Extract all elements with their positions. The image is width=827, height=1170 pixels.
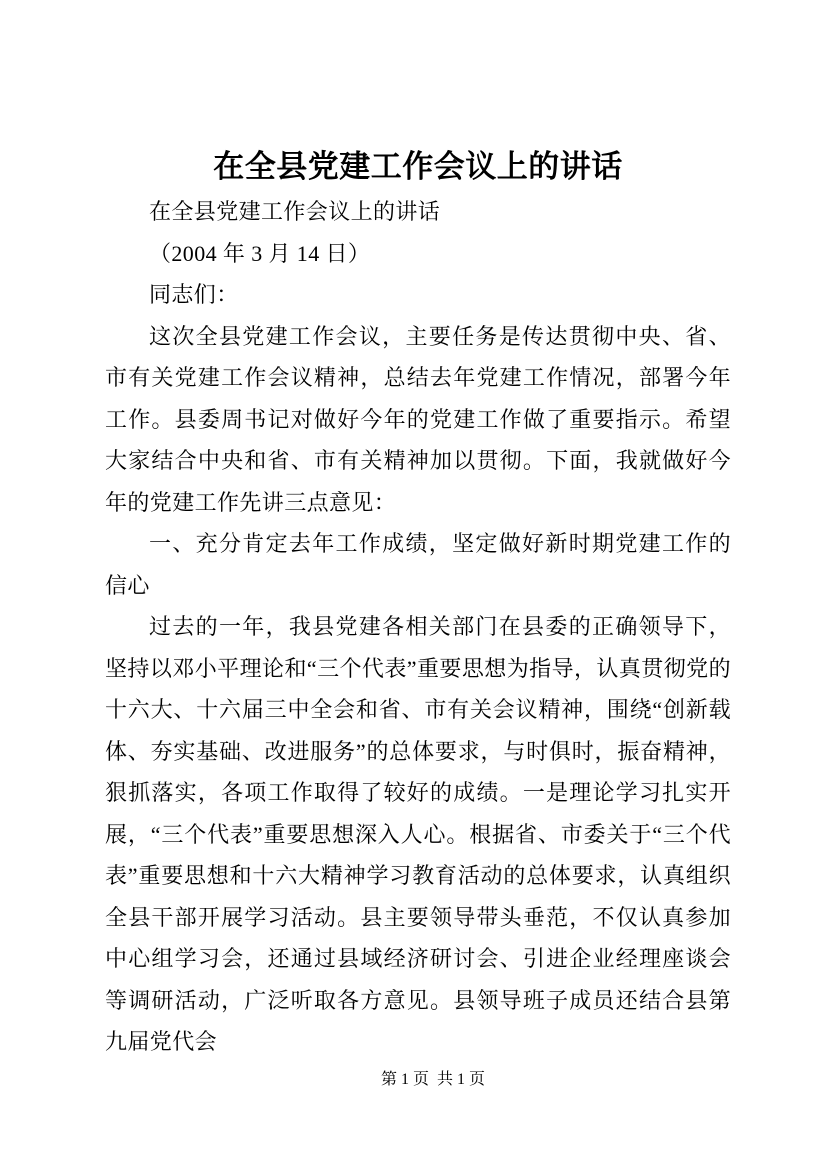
salutation-line: 同志们： <box>149 282 239 307</box>
section-heading-one: 一、充分肯定去年工作成绩，坚定做好新时期党建工作的信心 <box>105 531 731 598</box>
paragraph-intro: 这次全县党建工作会议，主要任务是传达贯彻中央、省、市有关党建工作会议精神，总结去年党建工作情况，部署今年工作。县委周书记对做好今年的党建工作做了重要指示。希望大家结合中央和省、市有关精神加以贯彻。下面，我就做好今年的党建工作先讲三点意见： <box>105 323 731 515</box>
date-line: （2004 年 3 月 14 日） <box>149 240 371 266</box>
document-title: 在全县党建工作会议上的讲话 <box>213 149 623 184</box>
subtitle-line: 在全县党建工作会议上的讲话 <box>149 199 441 224</box>
paragraph-body: 过去的一年，我县党建各相关部门在县委的正确领导下，坚持以邓小平理论和“三个代表”重要思想为指导，认真贯彻党的十六大、十六届三中全会和省、市有关会议精神，围绕“创新载体、夯实基础、改进服务”的总体要求，与时俱时，振奋精神，狠抓落实，各项工作取得了较好的成绩。一是理论学习扎实开展，“三个代表”重要思想深入人心。根据省、市委关于“三个代表”重要思想和十六大精神学习教育活动的总体要求，认真组织全县干部开展学习活动。县主要领导带头垂范，不仅认真参加中心组学习会，还通过县域经济研讨会、引进企业经理座谈会等调研活动，广泛听取各方意见。县领导班子成员还结合县第九届党代会 <box>105 614 731 1054</box>
page-number-footer: 第 1 页 共 1 页 <box>380 1071 485 1088</box>
document-body <box>105 191 731 1063</box>
